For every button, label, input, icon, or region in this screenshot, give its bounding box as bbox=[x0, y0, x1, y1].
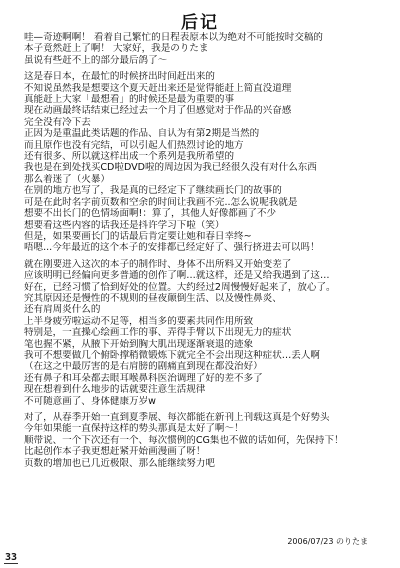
paragraph bbox=[24, 259, 382, 407]
text-line: 还有鼻子和耳朵都去眼耳喉鼻科医治调理了好的差不多了 bbox=[24, 372, 263, 384]
text-line: 这是春日本，在最忙的时候挤出时间赶出来的 bbox=[24, 71, 215, 83]
page-title: 后记 bbox=[181, 13, 219, 33]
text-line: 顺带说、一个下次还有一个、每次惯例的CG集也不做的话如何，先保持下！ bbox=[24, 434, 344, 446]
text-line: 那么着迷了（火暴） bbox=[24, 173, 110, 185]
text-line: 而且原作也没有完结，可以引起人们热烈讨论的地方 bbox=[24, 139, 244, 151]
page-number: 33 bbox=[5, 552, 18, 563]
text-line: 真能赶上大家「最想看」的时候还是最为重要的事 bbox=[24, 94, 235, 106]
paragraph bbox=[24, 71, 382, 254]
text-line: 本子竟然赶上了啊！ 大家好，我是のりたま bbox=[24, 43, 209, 55]
text-line: 不知说虽然我是想要这个夏天赶出来还是觉得能赶上简直没道理 bbox=[24, 82, 292, 94]
text-line: 还有很多、所以就这样出成一个系列是我所希望的 bbox=[24, 151, 235, 163]
text-line: 我可不想要做几个俯卧撑稍微锻炼下就完全不会出现这种症状…丢人啊 bbox=[24, 349, 320, 361]
paragraph bbox=[24, 32, 382, 66]
text-line: 我也是在到处找买CD啦DVD啦的周边因为我已经很久没有对什么东西 bbox=[24, 162, 317, 174]
text-line: 哇—奇迹啊啊！ 看着自己繁忙的日程表原本以为绝对不可能按时交稿的 bbox=[24, 32, 323, 43]
text-line: 应该明明已经偏向更多普通的创作了啊…就这样，还是又给我遇到了这… bbox=[24, 270, 330, 282]
text-line: 就在刚要进入这次的本子的制作时、身体不出所料又开始变差了 bbox=[24, 258, 292, 270]
text-line: 可是在此时名字前页数和空余的时间让我画不完..怎么说呢我就是 bbox=[24, 196, 298, 208]
text-line: 笔也握不紧，从腋下开始到胸大肌出现逐渐衰退的迹象 bbox=[24, 338, 254, 350]
text-line: 在别的地方也写了，我是真的已经定下了继续画长门的故事的 bbox=[24, 185, 282, 197]
text-line: 唔嗯...今年最近的这个本子的安排都已经定好了、强行挤进去可以吗！ bbox=[24, 242, 320, 254]
text-line: 正因为是重温此类话题的作品、自认为有第2期是当然的 bbox=[24, 128, 260, 140]
paragraph bbox=[24, 412, 382, 469]
text-line: 页数的增加也已几近极限、那么能继续努力吧 bbox=[24, 457, 215, 469]
afterword-body bbox=[24, 32, 382, 469]
text-line: 上半身疲劳啦运动不足等，相当多的要素共同作用所致 bbox=[24, 315, 254, 327]
text-line: 比起创作本子我更想赶紧开始画漫画了呀！ bbox=[24, 446, 206, 458]
text-line: 究其原因还是慢性的不规则的昼夜颠倒生活、以及慢性鼻炎、 bbox=[24, 292, 282, 304]
text-line: 对了，从春季开始一直到夏季展、每次都能在新刊上刊载这真是个好势头 bbox=[24, 412, 330, 423]
text-line: 好在，已经习惯了恰到好处的位置。大约经过2周慢慢好起来了，放心了。 bbox=[24, 281, 336, 293]
text-line: 还有肩周炎什么的 bbox=[24, 304, 101, 316]
text-line: 现在动画最终话结束已经过去一个月了但感觉对于作品的兴奋感 bbox=[24, 105, 292, 117]
text-line: 不可随意画了、身体健康万岁w bbox=[24, 395, 156, 407]
text-line: 特别是，一直操心绘画工作的事、弄得手臂以下出现无力的症状 bbox=[24, 327, 292, 339]
signature-date: 2006/07/23 のりたま bbox=[287, 537, 368, 546]
text-line: 想要不出长门的色情场面啊!：算了，其他人好像都画了不少 bbox=[24, 208, 277, 220]
text-line: 完全没有冷下去 bbox=[24, 116, 91, 128]
text-line: 想要看这些内容的话我还是抖许学习下啦（笑） bbox=[24, 219, 225, 231]
text-line: 今年如果能一直保持这样的势头那真是太好了啊～！ bbox=[24, 423, 244, 435]
text-line: 虽说有些赶不上的部分最后鸽了～ bbox=[24, 54, 168, 66]
text-line: （在这之中最厉害的是右肩膀的剧痛直到现在都没治好） bbox=[24, 361, 263, 373]
text-line: 现在想着到什么地步的话就要注意生活规律 bbox=[24, 384, 206, 396]
text-line: 但是，如果要画长门的话最后肯定要让她和春日幸终~ bbox=[24, 230, 252, 242]
